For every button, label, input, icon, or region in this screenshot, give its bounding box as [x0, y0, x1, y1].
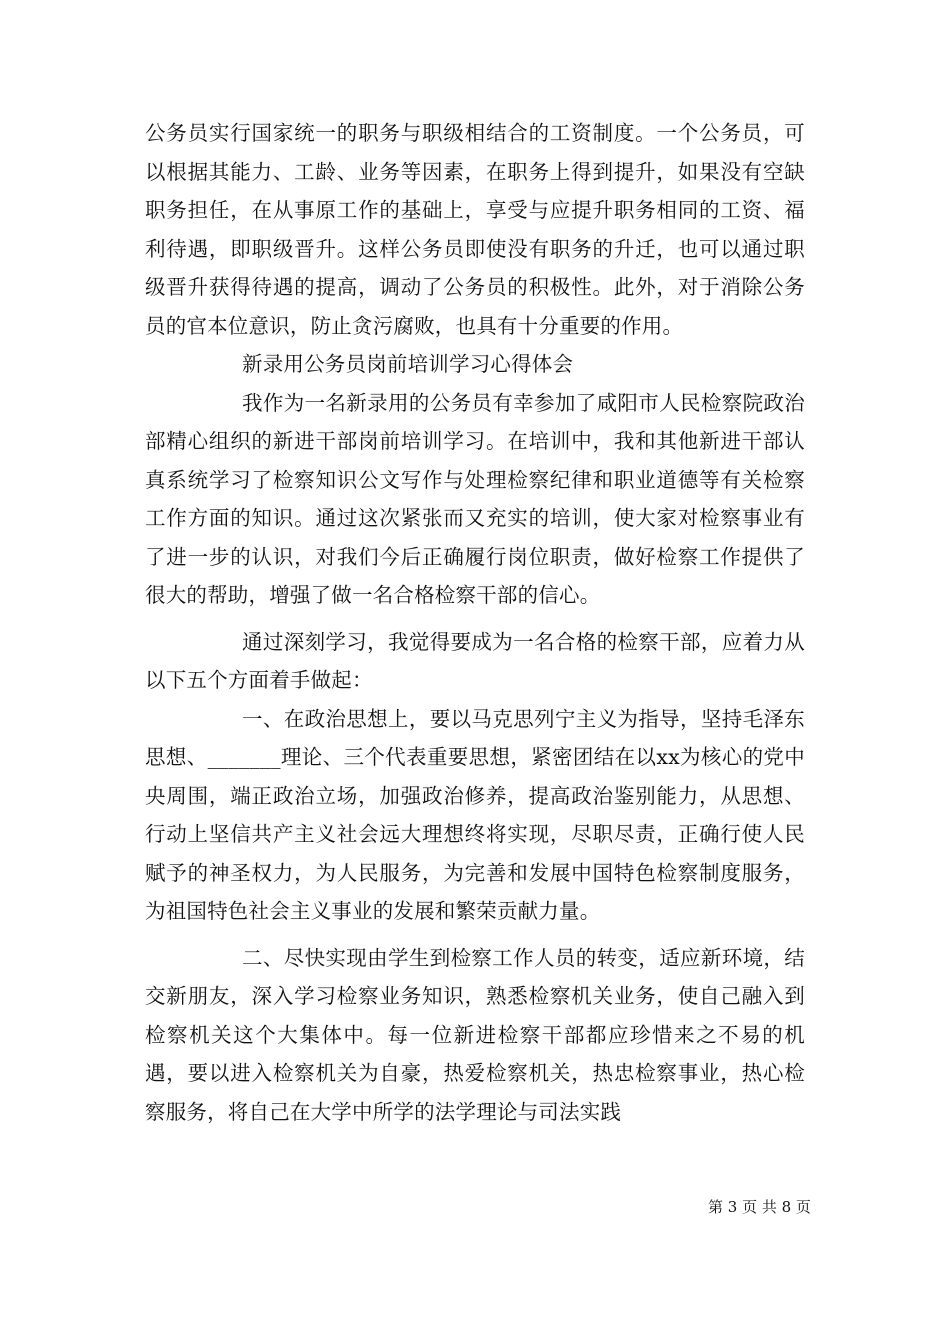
paragraph-point-two: 二、尽快实现由学生到检察工作人员的转变，适应新环境，结交新朋友，深入学习检察业务知识，熟悉检察机关业务，使自己融入到检察机关这个大集体中。每一位新进检察干部都应珍惜来之不易的机遇，要以进入检察机关为自豪，热爱检察机关，热忠检察事业，热心检察服务，将自己在大学中所学的法学理论与司法实践 [145, 945, 805, 1124]
page-number-footer: 第 3 页 共 8 页 [708, 1198, 811, 1216]
paragraph-five-aspects: 通过深刻学习，我觉得要成为一名合格的检察干部，应着力从以下五个方面着手做起： [145, 629, 805, 692]
section-title: 新录用公务员岗前培训学习心得体会 [242, 352, 574, 376]
document-body [145, 114, 805, 1131]
paragraph-point-one: 一、在政治思想上，要以马克思列宁主义为指导，坚持毛泽东思想、_______理论、三个代表重要思想，紧密团结在以xx为核心的党中央周围，端正政治立场，加强政治修养，提高政治鉴别能力，从思想、行动上坚信共产主义社会远大理想终将实现，尽职尽责，正确行使人民赋予的神圣权力，为人民服务，为完善和发展中国特色检察制度服务，为祖国特色社会主义事业的发展和繁荣贡献力量。 [145, 706, 805, 923]
paragraph-training-intro: 我作为一名新录用的公务员有幸参加了咸阳市人民检察院政治部精心组织的新进干部岗前培训学习。在培训中，我和其他新进干部认真系统学习了检察知识公文写作与处理检察纪律和职业道德等有关检察工作方面的知识。通过这次紧张而又充实的培训，使大家对检察事业有了进一步的认识，对我们今后正确履行岗位职责，做好检察工作提供了很大的帮助，增强了做一名合格检察干部的信心。 [145, 390, 805, 607]
paragraph-salary-system: 公务员实行国家统一的职务与职级相结合的工资制度。一个公务员，可以根据其能力、工龄、业务等因素，在职务上得到提升，如果没有空缺职务担任，在从事原工作的基础上，享受与应提升职务相同的工资、福利待遇，即职级晋升。这样公务员即使没有职务的升迁，也可以通过职级晋升获得待遇的提高，调动了公务员的积极性。此外，对于消除公务员的官本位意识，防止贪污腐败，也具有十分重要的作用。 [145, 121, 805, 338]
